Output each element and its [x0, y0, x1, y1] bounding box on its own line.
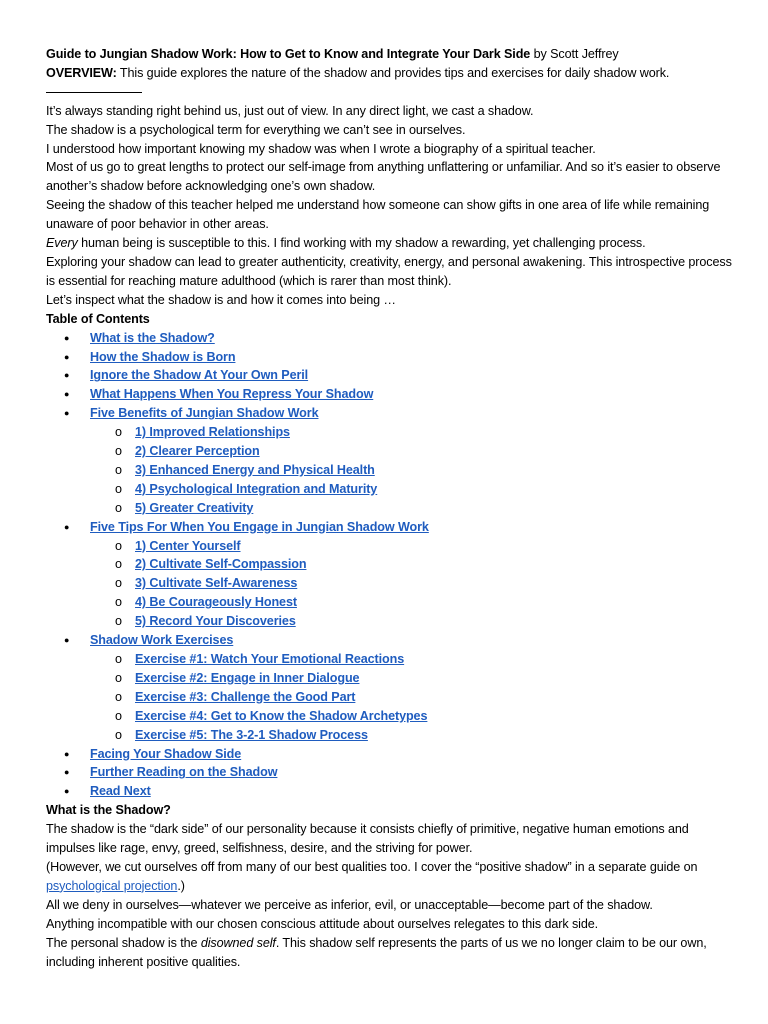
toc-sublink[interactable]: Exercise #5: The 3-2-1 Shadow Process: [135, 727, 368, 742]
bullet-icon: ●: [64, 521, 70, 532]
section-paragraph-4: Anything incompatible with our chosen conscious attitude about ourselves relegates to this dark side.: [46, 916, 599, 931]
section-paragraph-2: [46, 858, 738, 896]
toc-subitem: [46, 555, 738, 574]
circle-bullet-icon: o: [115, 500, 122, 515]
bullet-icon: ●: [64, 389, 70, 400]
toc-subitem: [46, 726, 738, 745]
toc-subitem: [46, 442, 738, 461]
every-emphasis: Every: [46, 236, 78, 251]
overview-label: OVERVIEW:: [46, 65, 117, 80]
document-title: Guide to Jungian Shadow Work: How to Get to Know and Integrate Your Dark Side: [46, 47, 531, 61]
toc-sublink[interactable]: 5) Record Your Discoveries: [135, 614, 296, 629]
toc-link[interactable]: Five Tips For When You Engage in Jungian Shadow Work: [90, 519, 429, 534]
intro-paragraph-5: Seeing the shadow of this teacher helped me understand how someone can show gifts in one area of life while remaining unaware of poor behavior in other areas.: [46, 198, 710, 232]
circle-bullet-icon: o: [115, 689, 122, 704]
section-paragraph-3: All we deny in ourselves—whatever we perceive as inferior, evil, or unacceptable—become part of the shadow.: [46, 897, 653, 912]
circle-bullet-icon: o: [115, 462, 122, 477]
toc-item: [46, 518, 738, 537]
section-paragraph-1: The shadow is the “dark side” of our personality because it consists chiefly of primitive, negative human emotions and impulses like rage, envy, greed, selfishness, desire, and the striving for power.: [46, 822, 689, 856]
toc-subitem: [46, 612, 738, 631]
toc-subitem: [46, 423, 738, 442]
toc-subitem: [46, 688, 738, 707]
circle-bullet-icon: o: [115, 425, 122, 440]
toc-subitem: [46, 461, 738, 480]
toc-item: [46, 745, 738, 764]
toc-subitem: [46, 499, 738, 518]
toc-sublink[interactable]: Exercise #3: Challenge the Good Part: [135, 689, 356, 704]
toc-link[interactable]: How the Shadow is Born: [90, 349, 236, 364]
toc-sublink[interactable]: 2) Cultivate Self-Compassion: [135, 557, 307, 572]
bullet-icon: ●: [64, 408, 70, 419]
toc-subitem: [46, 707, 738, 726]
intro-paragraph-8: Let’s inspect what the shadow is and how it comes into being …: [46, 292, 396, 307]
intro-paragraph-3: I understood how important knowing my shadow was when I wrote a biography of a spiritual teacher.: [46, 141, 596, 156]
p2-after: .): [177, 878, 185, 893]
toc-item: [46, 366, 738, 385]
toc-sublink[interactable]: 2) Clearer Perception: [135, 444, 260, 459]
toc-item: [46, 782, 738, 801]
bullet-icon: ●: [64, 370, 70, 381]
intro-paragraph-6: [46, 234, 738, 253]
toc-item: [46, 385, 738, 404]
p5-after: . This shadow self represents the parts of us we no longer claim to be our own, including inherent positive qualities.: [46, 935, 707, 969]
circle-bullet-icon: o: [115, 727, 122, 742]
toc-link[interactable]: Further Reading on the Shadow: [90, 765, 278, 780]
circle-bullet-icon: o: [115, 652, 122, 666]
toc-item: [46, 404, 738, 423]
section-heading: What is the Shadow?: [46, 803, 171, 818]
intro-paragraph-1: It’s always standing right behind us, just out of view. In any direct light, we cast a shadow.: [46, 103, 534, 118]
toc-link[interactable]: What is the Shadow?: [90, 330, 215, 345]
separator-rule: [46, 83, 142, 93]
bullet-icon: ●: [64, 351, 70, 362]
bullet-icon: ●: [64, 786, 70, 797]
p5-before: The personal shadow is the: [46, 935, 201, 950]
toc-item: [46, 329, 738, 348]
toc-link[interactable]: What Happens When You Repress Your Shadow: [90, 387, 374, 402]
toc-subitem: [46, 574, 738, 593]
circle-bullet-icon: o: [115, 557, 122, 572]
intro-paragraph-4: Most of us go to great lengths to protect our self-image from anything unflattering or unfamiliar. And so it’s easier to observe another’s shadow before acknowledging one’s own shadow.: [46, 160, 721, 194]
toc-sublink[interactable]: 1) Center Yourself: [135, 538, 241, 553]
toc-sublink[interactable]: Exercise #4: Get to Know the Shadow Archetypes: [135, 708, 428, 723]
toc-sublink[interactable]: 3) Cultivate Self-Awareness: [135, 576, 298, 591]
author-byline: by Scott Jeffrey: [533, 47, 619, 61]
psychological-projection-link[interactable]: psychological projection: [46, 878, 178, 893]
circle-bullet-icon: o: [115, 444, 122, 459]
section-paragraph-5: [46, 934, 738, 972]
every-rest: human being is susceptible to this. I find working with my shadow a rewarding, yet challenging process.: [77, 236, 646, 251]
circle-bullet-icon: o: [115, 576, 122, 591]
separator-line: [46, 83, 738, 102]
bullet-icon: ●: [64, 748, 70, 759]
overview-line: [46, 64, 738, 83]
circle-bullet-icon: o: [115, 614, 122, 629]
toc-link[interactable]: Read Next: [90, 784, 151, 799]
toc-subitem: [46, 537, 738, 556]
toc-sublink[interactable]: 4) Be Courageously Honest: [135, 595, 297, 610]
p2-before: (However, we cut ourselves off from many of our best qualities too. I cover the “positive shadow” in a separate guide on: [46, 859, 698, 874]
toc-link[interactable]: Facing Your Shadow Side: [90, 746, 242, 761]
p5-emphasis: disowned self: [200, 935, 276, 950]
toc-subitem: [46, 593, 738, 612]
toc-heading: Table of Contents: [46, 311, 150, 326]
circle-bullet-icon: o: [115, 670, 122, 685]
circle-bullet-icon: o: [115, 538, 122, 553]
circle-bullet-icon: o: [115, 481, 122, 496]
toc-sublink[interactable]: 3) Enhanced Energy and Physical Health: [135, 462, 375, 477]
toc-sublink[interactable]: 4) Psychological Integration and Maturity: [135, 481, 378, 496]
intro-paragraph-7: Exploring your shadow can lead to greater authenticity, creativity, energy, and personal awakening. This introspective process is essential for reaching mature adulthood (which is rarer than most think).: [46, 254, 732, 288]
toc-item: [46, 763, 738, 782]
toc-sublink[interactable]: Exercise #1: Watch Your Emotional Reactions: [135, 652, 405, 666]
bullet-icon: ●: [64, 767, 70, 778]
bullet-icon: ●: [64, 635, 70, 646]
overview-text: This guide explores the nature of the shadow and provides tips and exercises for daily shadow work.: [119, 65, 670, 80]
table-of-contents: [46, 329, 738, 802]
toc-link[interactable]: Ignore the Shadow At Your Own Peril: [90, 368, 309, 383]
title-line: [46, 45, 738, 64]
toc-sublink[interactable]: 1) Improved Relationships: [135, 425, 290, 440]
circle-bullet-icon: o: [115, 708, 122, 723]
toc-subitem: [46, 669, 738, 688]
intro-paragraph-2: The shadow is a psychological term for everything we can’t see in ourselves.: [46, 122, 466, 137]
toc-subitem: [46, 480, 738, 499]
circle-bullet-icon: o: [115, 595, 122, 610]
bullet-icon: ●: [64, 332, 70, 343]
toc-item: [46, 631, 738, 650]
toc-sublink[interactable]: Exercise #2: Engage in Inner Dialogue: [135, 670, 360, 685]
toc-subitem: [46, 650, 738, 669]
toc-sublink[interactable]: 5) Greater Creativity: [135, 500, 254, 515]
toc-link[interactable]: Five Benefits of Jungian Shadow Work: [90, 406, 319, 421]
toc-item: [46, 348, 738, 367]
toc-link[interactable]: Shadow Work Exercises: [90, 633, 234, 648]
